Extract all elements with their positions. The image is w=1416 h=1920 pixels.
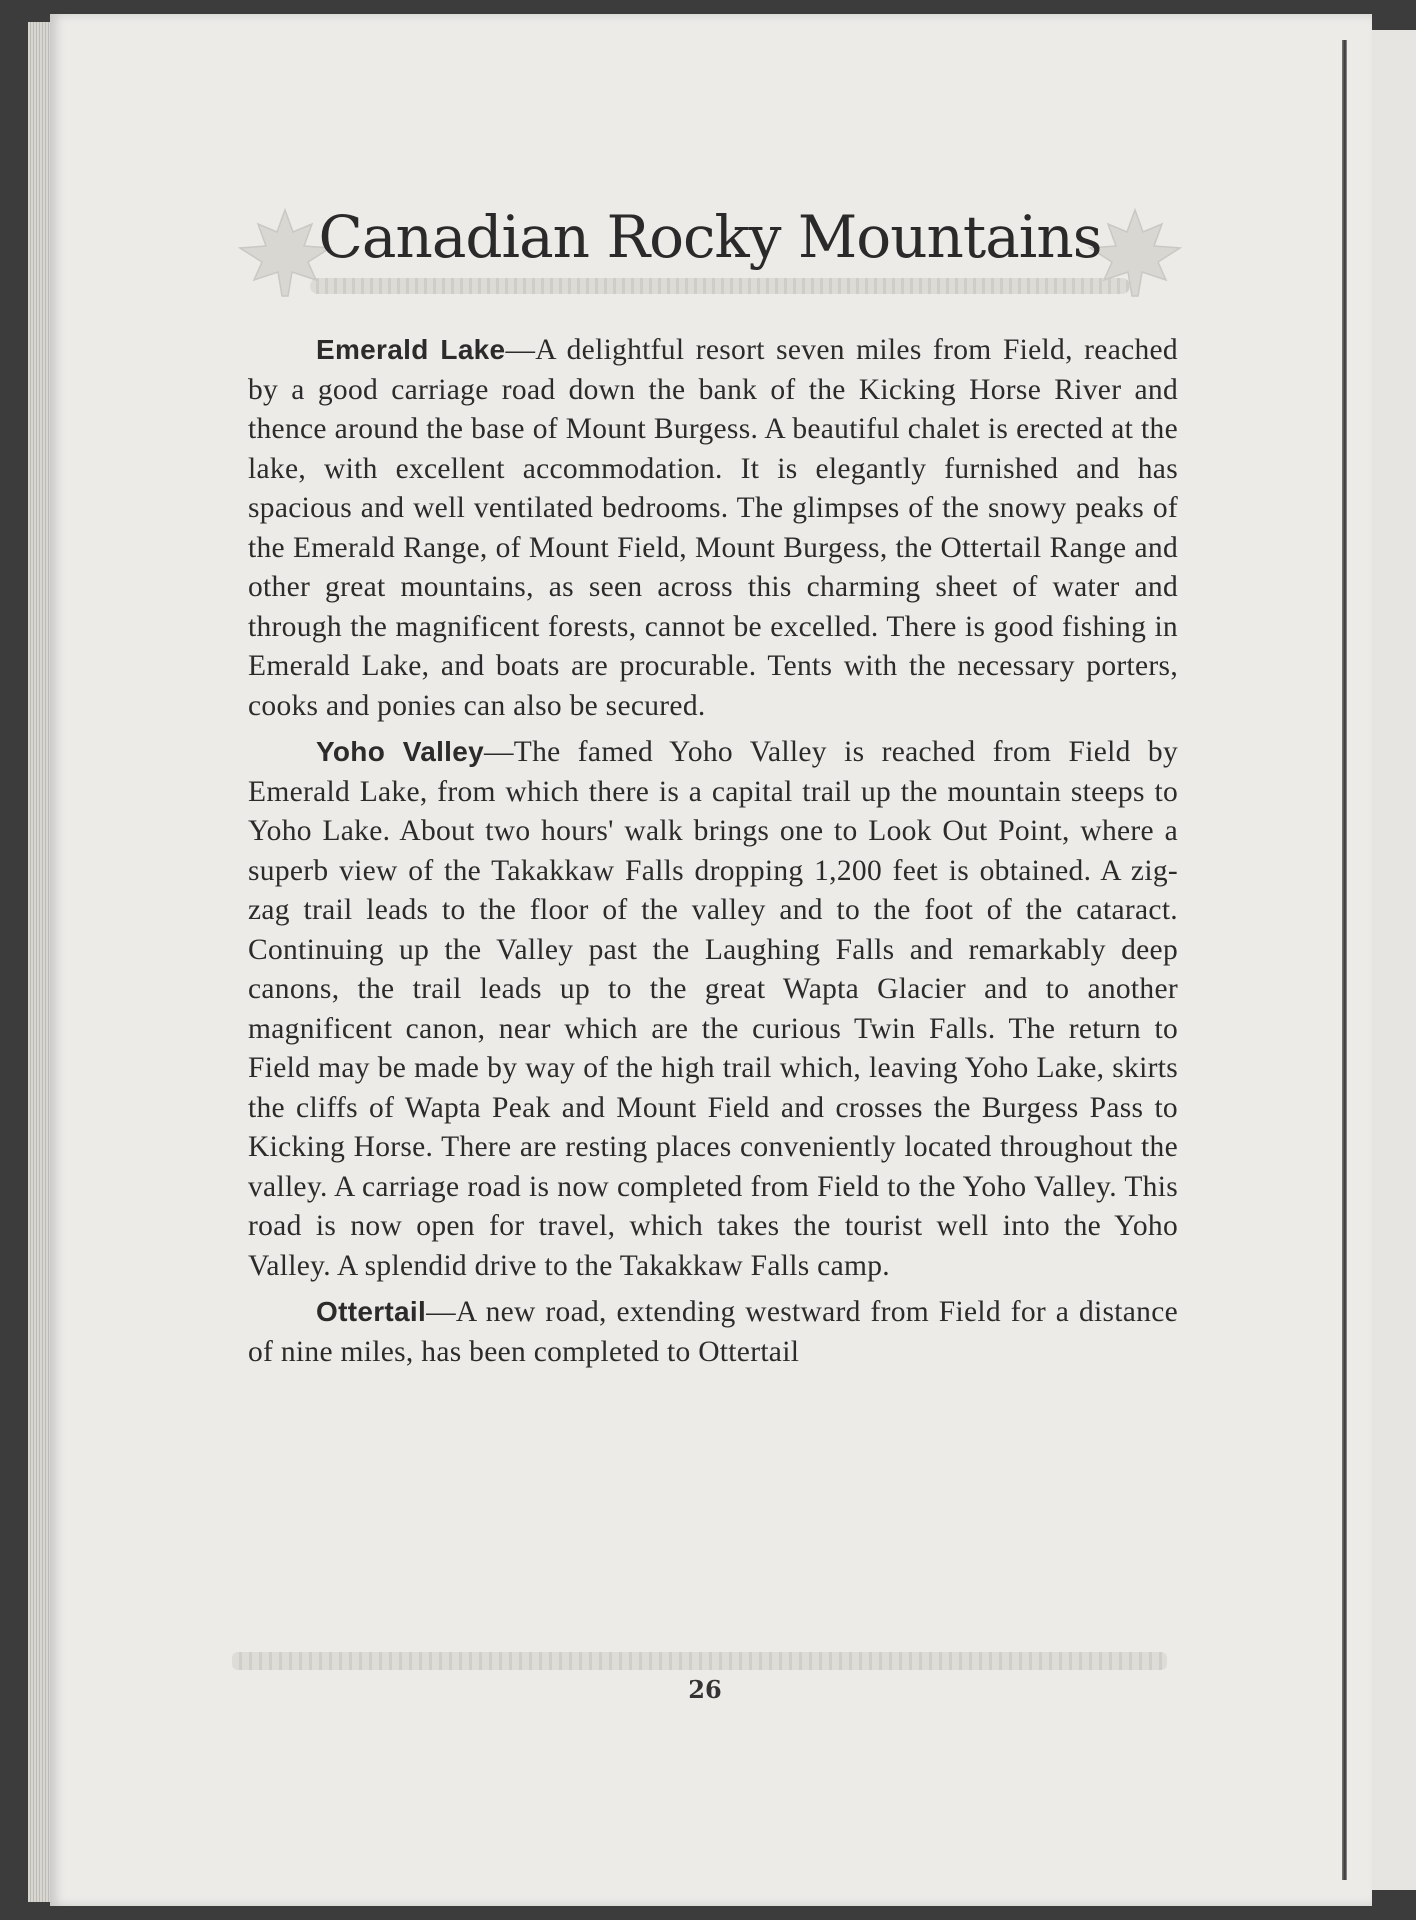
paragraph-yoho-valley bbox=[248, 732, 1178, 1286]
page-number: 26 bbox=[688, 1675, 722, 1704]
paragraph-emerald-lake bbox=[248, 330, 1178, 726]
footer-ornament-band bbox=[232, 1652, 1167, 1670]
paragraph-heading: Emerald Lake bbox=[316, 334, 506, 365]
paragraph-text: —The famed Yoho Valley is reached from Field by Emerald Lake, from which there is a capital trail up the mountain steeps to Yoho Lake. About two hours' walk brings one to Look Out Point, where a superb view of the Takakkaw Falls dropping 1,200 feet is obtained. A zig-zag trail leads to the floor of the valley and to the foot of the cataract. Continuing up the Valley past the Laughing Falls and remarkably deep canons, the trail leads up to the great Wapta Glacier and to another magnificent canon, near which are the curious Twin Falls. The return to Field may be made by way of the high trail which, leaving Yoho Lake, skirts the cliffs of Wapta Peak and Mount Field and crosses the Burgess Pass to Kicking Horse. There are resting places conveniently located throughout the valley. A carriage road is now completed from Field to the Yoho Valley. This road is now open for travel, which takes the tourist well into the Yoho Valley. A splendid drive to the Takakkaw Falls camp. bbox=[248, 736, 1178, 1282]
binding-shadow bbox=[1342, 40, 1347, 1880]
paragraph-heading: Ottertail bbox=[316, 1296, 427, 1327]
page-title: Canadian Rocky Mountains bbox=[318, 203, 1102, 271]
page-header bbox=[230, 192, 1190, 312]
body-text bbox=[248, 330, 1178, 1378]
paragraph-text: —A delightful resort seven miles from Field, reached by a good carriage road down the bank of the Kicking Horse River and thence around the base of Mount Burgess. A beautiful chalet is erected at the lake, with excellent accommodation. It is elegantly furnished and has spacious and well ventilated bedrooms. The glimpses of the snowy peaks of the Emerald Range, of Mount Field, Mount Burgess, the Ottertail Range and other great mountains, as seen across this charming sheet of water and through the magnificent forests, cannot be excelled. There is good fishing in Emerald Lake, and boats are procurable. Tents with the necessary porters, cooks and ponies can also be secured. bbox=[248, 334, 1178, 722]
paragraph-ottertail bbox=[248, 1292, 1178, 1372]
paragraph-text: —A new road, extending westward from Field for a distance of nine miles, has been completed to Ottertail bbox=[248, 1296, 1178, 1368]
paragraph-heading: Yoho Valley bbox=[316, 736, 484, 767]
